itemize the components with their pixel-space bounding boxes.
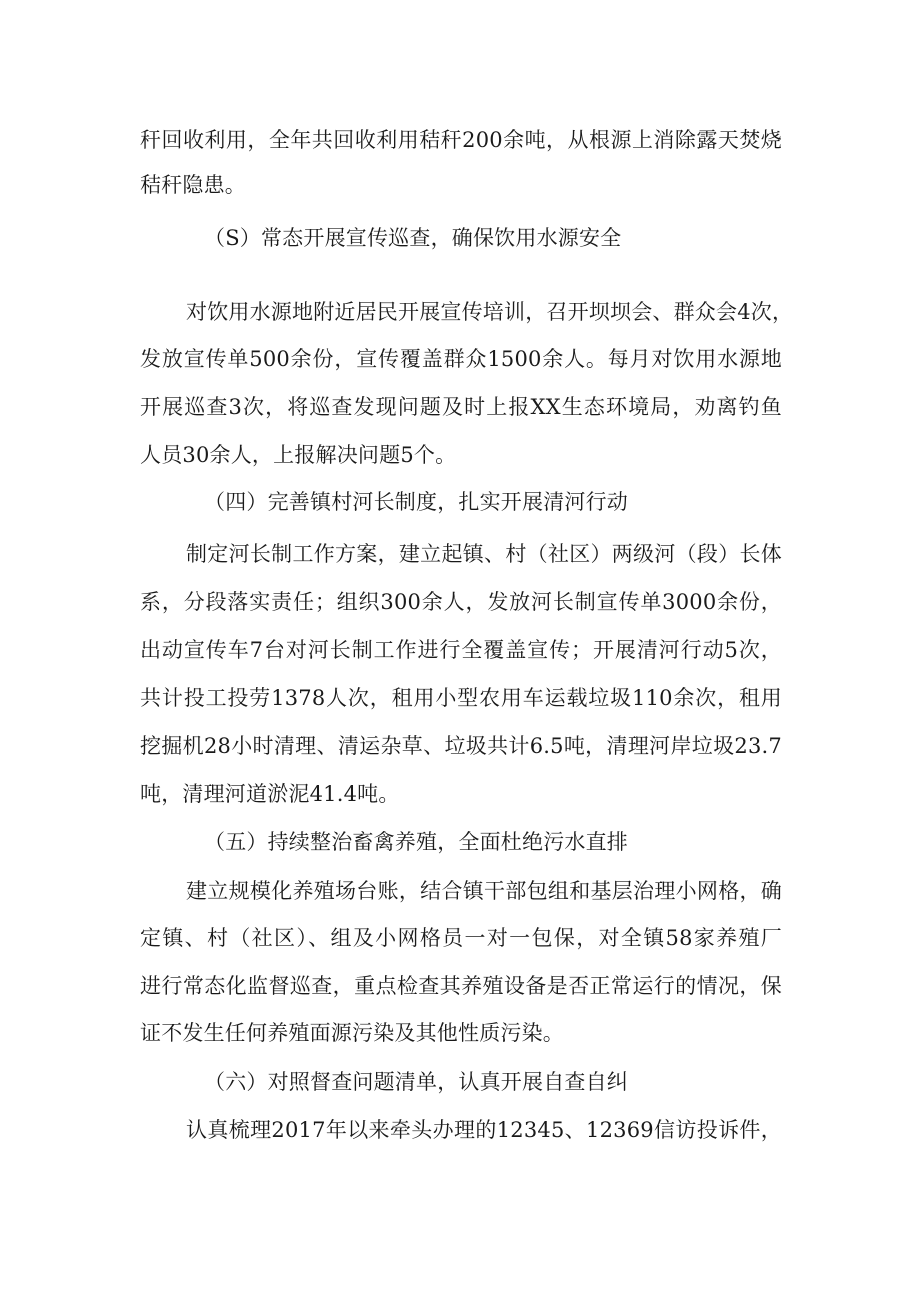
paragraph-line: 出动宣传车7台对河长制工作进行全覆盖宣传；开展清河行动5次， — [140, 638, 782, 662]
section-heading: （五）持续整治畜禽养殖，全面杜绝污水直排 — [204, 830, 628, 854]
paragraph-line: 进行常态化监督巡查，重点检查其养殖设备是否正常运行的情况，保 — [140, 974, 782, 998]
paragraph-line: 秆回收利用，全年共回收利用秸秆200余吨，从根源上消除露天焚烧 — [140, 128, 782, 152]
section-heading: （S）常态开展宣传巡查，确保饮用水源安全 — [204, 226, 622, 250]
paragraph-line: 建立规模化养殖场台账，结合镇干部包组和基层治理小网格，确 — [186, 879, 782, 903]
paragraph-line: 系，分段落实责任；组织300余人，发放河长制宣传单3000余份， — [140, 590, 782, 614]
paragraph-line: 吨，清理河道淤泥41.4吨。 — [140, 782, 400, 806]
paragraph-line: 认真梳理2017年以来牵头办理的12345、12369信访投诉件， — [186, 1118, 782, 1142]
paragraph-line: 发放宣传单500余份，宣传覆盖群众1500余人。每月对饮用水源地 — [140, 347, 782, 371]
section-heading: （四）完善镇村河长制度，扎实开展清河行动 — [204, 490, 628, 514]
paragraph-line: 定镇、村（社区）、组及小网格员一对一包保，对全镇58家养殖厂 — [140, 926, 782, 950]
paragraph-line: 对饮用水源地附近居民开展宣传培训，召开坝坝会、群众会4次， — [186, 300, 794, 324]
section-heading: （六）对照督查问题清单，认真开展自查自纠 — [204, 1070, 628, 1094]
paragraph-line: 开展巡查3次，将巡查发现问题及时上报XX生态环境局，劝离钓鱼 — [140, 395, 782, 419]
paragraph-line: 共计投工投劳1378人次，租用小型农用车运载垃圾110余次，租用 — [140, 686, 782, 710]
paragraph-line: 制定河长制工作方案，建立起镇、村（社区）两级河（段）长体 — [186, 542, 782, 566]
paragraph-line: 证不发生任何养殖面源污染及其他性质污染。 — [140, 1021, 564, 1045]
paragraph-line: 挖掘机28小时清理、清运杂草、垃圾共计6.5吨，清理河岸垃圾23.7 — [140, 734, 782, 758]
paragraph-line: 秸秆隐患。 — [140, 173, 246, 197]
paragraph-line: 人员30余人，上报解决问题5个。 — [140, 443, 457, 467]
